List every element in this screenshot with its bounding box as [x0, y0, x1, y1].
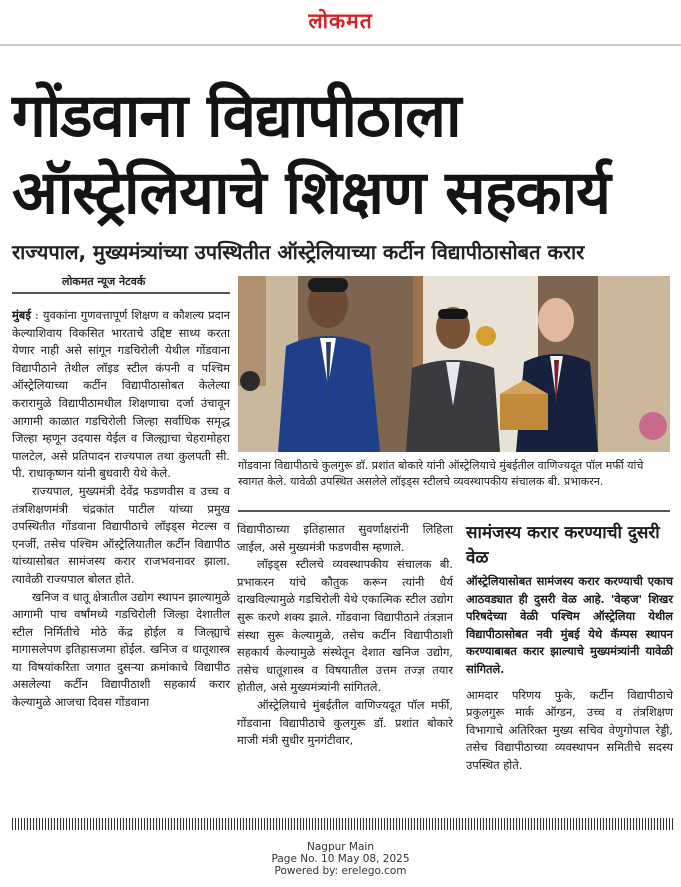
- article-column-2: [237, 521, 453, 750]
- bottom-divider: [12, 818, 674, 830]
- page-footer: [0, 841, 681, 877]
- news-photo-illustration: [238, 276, 670, 452]
- byline: लोकमत न्यूज नेटवर्क: [62, 275, 146, 288]
- headline-line-1: गोंडवाना विद्यापीठाला: [12, 81, 461, 151]
- news-photo: [238, 276, 670, 452]
- edition-label: Nagpur Main: [307, 841, 374, 853]
- article-paragraph: राज्यपाल, मुख्यमंत्री देवेंद्र फडणवीस व उच्च व तंत्रशिक्षणमंत्री चंद्रकांत पाटील यांच्या प्रमुख उपस्थितीत गोंडवाना विद्यापीठाचे लॉइड्स मेटल्स व एनर्जी, तसेच पश्चिम ऑस्ट्रेलियातील कर्टीन विद्यापीठ यांच्यासोबत सामंजस्य करार राजभवनावर झाला. त्यावेळी राज्यपाल बोलत होते.: [12, 483, 230, 586]
- article-paragraph: विद्यापीठाच्या इतिहासात सुवर्णाक्षरांनी लिहिला जाईल, असे मुख्यमंत्री फडणवीस म्हणाले.: [237, 522, 453, 554]
- page-info: Page No. 10 May 08, 2025: [271, 853, 410, 865]
- photo-caption: गोंडवाना विद्यापीठाचे कुलगुरू डॉ. प्रशांत बोकारे यांनी ऑस्ट्रेलियाचे मुंबईतील वाणिज्यदूत पॉल मर्फी यांचे स्वागत केले. यावेळी उपस्थित असलेले लॉइड्स स्टीलचे व्यवस्थापकीय संचालक बी. प्रभाकरन.: [238, 459, 644, 488]
- powered-by-link[interactable]: Powered by: erelego.com: [274, 865, 407, 877]
- article-paragraph: लॉइड्स स्टीलचे व्यवस्थापकीय संचालक बी. प्रभाकरन यांचे कौतुक करून त्यांनी धैर्य दाखविल्यामुळे गडचिरोली येथे एकात्मिक स्टील उद्योग सुरू करणे शक्य झाले. गोंडवाना विद्यापीठाने तंत्रज्ञान संस्था सुरू केल्यामुळे, तसेच कर्टीन विद्यापीठाशी सहकार्य केल्यामुळे संस्थेतून देशात खनिज उद्योग, तसेच धातूशास्त्र व विषयातील उत्तम तज्ज्ञ तयार होतील, असे मुख्यमंत्र्यांनी सांगितले.: [237, 557, 453, 695]
- sidebar-title: सामंजस्य करार करण्याची दुसरी वेळ: [466, 523, 660, 568]
- sidebar-lead: ऑस्ट्रेलियासोबत सामंजस्य करार करण्याची एकाच आठवड्यात ही दुसरी वेळ आहे. 'वेव्हज' शिखर परिषदेच्या वेळी पश्चिम ऑस्ट्रेलिया येथील विद्यापीठासोबत नवी मुंबई येथे कॅम्पस स्थापन करण्याबाबत करार झाल्याचे मुख्यमंत्र्यांनी यावेळी सांगितले.: [466, 574, 673, 676]
- article-paragraph: मुंबई : युवकांना गुणवत्तापूर्ण शिक्षण व कौशल्य प्रदान केल्याशिवाय विकसित भारताचे उद्दिष्ट साध्य करता येणार नाही असे सांगून गडचिरोली येथील गोंडवाना विद्यापीठाने तेथील लॉइड स्टील कंपनी व पश्चिम ऑस्ट्रेलियाच्या कर्टीन विद्यापीठासोबत केलेल्या करारामुळे विद्यापीठामधील शिक्षणाचा दर्जा उंचावून आगामी काळात गडचिरोली जिल्हा सर्वाधिक समृद्ध जिल्हा म्हणून उदयास येईल व जिल्ह्याचा चेहरामोहरा पालटेल, असे प्रतिपादन राज्यपाल तथा कुलपती सी. पी. राधाकृष्णन यांनी बुधवारी येथे केले.: [12, 308, 230, 481]
- byline-divider: [12, 292, 230, 294]
- sidebar-column: [466, 573, 673, 783]
- caption-divider: [238, 510, 670, 512]
- lokmat-logo[interactable]: लोकमत: [308, 8, 373, 33]
- headline-line-2: ऑस्ट्रेलियाचे शिक्षण सहकार्य: [12, 158, 610, 228]
- article-paragraph: ऑस्ट्रेलियाचे मुंबईतील वाणिज्यदूत पॉल मर्फी, गोंडवाना विद्यापीठाचे कुलगुरू डॉ. प्रशांत बोकारे माजी मंत्री सुधीर मुनगंटीवार,: [237, 697, 453, 748]
- article-column-1: [12, 307, 230, 712]
- dateline-place: मुंबई: [12, 308, 31, 322]
- article-paragraph: खनिज व धातू क्षेत्रातील उद्योग स्थापन झाल्यामुळे आगामी पाच वर्षांमध्ये गडचिरोली जिल्हा देशातील स्टील निर्मितीचे मोठे केंद्र होईल व जिल्ह्याचे मागासलेपण इतिहासजमा होईल. खनिज व धातूशास्त्र या विषयांकरिता जगात दुसऱ्या क्रमांकाचे विद्यापीठ असलेल्या कर्टीन विद्यापीठाशी सहकार्य करार केल्यामुळे आजचा दिवस गोंडवाना: [12, 589, 230, 710]
- sidebar-paragraph: आमदार परिणय फुके, कर्टीन विद्यापीठाचे प्रकुलगुरू मार्क ऑग्डन, उच्च व तंत्रशिक्षण विभागाचे अतिरिक्त मुख्य सचिव वेणुगोपाल रेड्डी, तसेच विद्यापीठाच्या व्यवस्थापन समितीचे सदस्य उपस्थित होते.: [466, 687, 673, 772]
- masthead: [0, 0, 681, 44]
- subheadline: राज्यपाल, मुख्यमंत्र्यांच्या उपस्थितीत ऑस्ट्रेलियाच्या कर्टीन विद्यापीठासोबत करार: [12, 240, 585, 264]
- masthead-divider: [0, 44, 681, 46]
